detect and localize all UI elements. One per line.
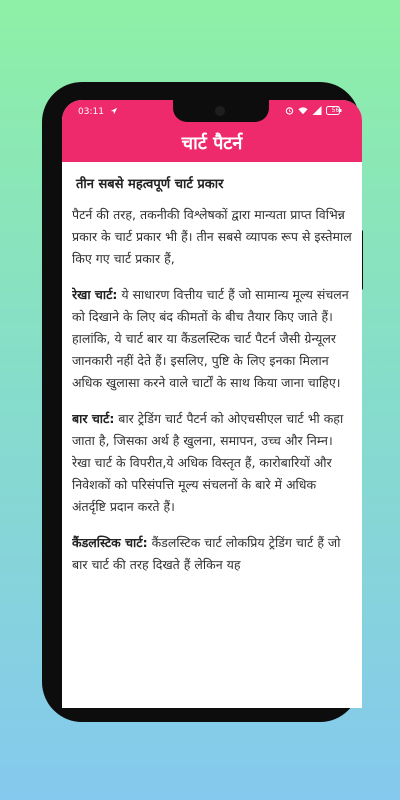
app-screen [62, 100, 362, 708]
alarm-icon [285, 106, 294, 115]
term-line-chart: रेखा चार्ट: [72, 287, 118, 302]
paragraph-bar-chart [72, 408, 352, 518]
page-title: चार्ट पैटर्न [181, 133, 243, 154]
status-time: 03:11 [78, 107, 104, 117]
article-content[interactable] [72, 174, 352, 708]
app-bar [62, 126, 362, 162]
intro-paragraph: पैटर्न की तरह, तकनीकी विश्लेषकों द्वारा मान्यता प्राप्त विभिन्न प्रकार के चार्ट प्रकार भी हैं। तीन सबसे व्यापक रूप से इस्तेमाल किए गए चार्ट प्रकार हैं, [72, 207, 352, 266]
front-camera [215, 106, 225, 116]
battery-level: 56 [331, 107, 340, 114]
status-left [78, 107, 118, 117]
camera-notch [173, 100, 269, 122]
wifi-icon [298, 106, 308, 115]
term-candlestick-chart: कैंडलस्टिक चार्ट: [72, 535, 148, 550]
desc-line-chart: ये साधारण वित्तीय चार्ट हैं जो सामान्य मूल्य संचलन को दिखाने के लिए बंद कीमतों के बीच तैयार किए जाते हैं। हालांकि, ये चार्ट बार या कैंडलस्टिक चार्ट पैटर्न जैसी ग्रेन्यूलर जानकारी नहीं देते हैं। इसलिए, पुष्टि के लिए इनका मिलान अधिक खुलासा करने वाले चार्टों के साथ किया जाना चाहिए। [72, 287, 349, 390]
signal-icon [312, 106, 322, 115]
desc-bar-chart: बार ट्रेडिंग चार्ट पैटर्न को ओएचसीएल चार्ट भी कहा जाता है, जिसका अर्थ है खुलना, समापन, उच्च और निम्न। रेखा चार्ट के विपरीत,ये अधिक विस्तृत हैं, कारोबारियों और निवेशकों को परिसंपत्ति मूल्य संचलनों के बारे में अधिक अंतर्दृष्टि प्रदान करते हैं। [72, 411, 344, 514]
desc-candlestick-chart: कैंडलस्टिक चार्ट लोकप्रिय ट्रेडिंग चार्ट हैं जो बार चार्ट की तरह दिखते हैं लेकिन यह [72, 535, 341, 572]
term-bar-chart: बार चार्ट: [72, 411, 115, 426]
location-arrow-icon [110, 107, 118, 115]
section-heading: तीन सबसे महत्वपूर्ण चार्ट प्रकार [76, 177, 224, 192]
status-right [285, 106, 342, 115]
paragraph-line-chart [72, 284, 352, 394]
paragraph-candlestick-chart [72, 532, 352, 576]
